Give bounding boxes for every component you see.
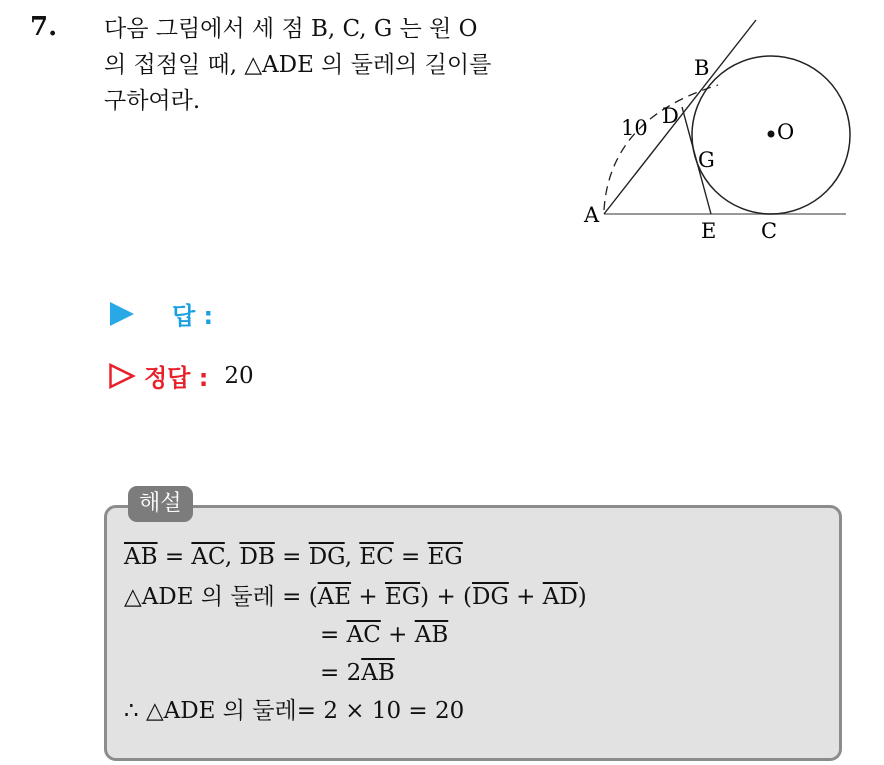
solution-line-3 bbox=[320, 620, 448, 650]
correct-answer-value: 20 bbox=[224, 362, 254, 389]
seg-ad: $\overline{AD}$ bbox=[542, 584, 578, 610]
paren-mid: ) + ( bbox=[420, 584, 472, 610]
plus-1: + bbox=[351, 584, 385, 610]
correct-answer-label: 정답 : bbox=[144, 364, 209, 392]
label-c: C bbox=[761, 219, 778, 243]
seg-ec: $\overline{EC}$ bbox=[359, 544, 394, 570]
label-o: O bbox=[777, 120, 795, 144]
answer-row bbox=[108, 296, 227, 331]
seg-dg: $\overline{DG}$ bbox=[308, 544, 345, 570]
label-a: A bbox=[584, 203, 600, 227]
solution-line-1: $\overline{AB} = \overline{AC}$, $\overline{DB} = \overline{DG}$, $\overline{EC} = \overline{EG}$ bbox=[124, 544, 463, 570]
question-number: 7. bbox=[30, 12, 58, 42]
seg-ab-3: $\overline{AB}$ bbox=[414, 622, 449, 648]
question-text-line-3: 구하여라. bbox=[104, 88, 201, 114]
correct-answer-row bbox=[108, 358, 254, 393]
question-text-line-1: 다음 그림에서 세 점 B, C, G 는 원 O bbox=[104, 16, 478, 42]
solution-title-tab: 해설 bbox=[128, 486, 193, 522]
geometry-figure bbox=[0, 0, 884, 260]
solution-line-5: ∴ △ADE 의 둘레= 2 × 10 = 20 bbox=[124, 698, 465, 724]
question-text-line-2: 의 접점일 때, △ADE 의 둘레의 길이를 bbox=[104, 52, 492, 78]
equals-4: = 2 bbox=[320, 660, 362, 686]
seg-ac-3: $\overline{AC}$ bbox=[346, 622, 381, 648]
play-arrow-icon bbox=[108, 301, 136, 327]
label-length-10: 10 bbox=[621, 116, 648, 140]
seg-ae: $\overline{AE}$ bbox=[317, 584, 352, 610]
solution-line-2 bbox=[124, 582, 587, 612]
perimeter-prefix: △ADE 의 둘레 = ( bbox=[124, 584, 318, 610]
label-d: D bbox=[662, 104, 679, 128]
answer-label: 답 : bbox=[172, 302, 214, 330]
paren-end: ) bbox=[577, 584, 587, 610]
label-g: G bbox=[698, 148, 715, 172]
seg-dg-2: $\overline{DG}$ bbox=[472, 584, 509, 610]
plus-3: + bbox=[380, 622, 415, 648]
label-b: B bbox=[694, 56, 710, 80]
plus-2: + bbox=[508, 584, 543, 610]
equals-3: = bbox=[320, 622, 347, 648]
label-e: E bbox=[701, 219, 717, 243]
seg-ab-4: $\overline{AB}$ bbox=[361, 660, 395, 686]
seg-ab: $\overline{AB}$ bbox=[124, 544, 158, 570]
seg-db: $\overline{DB}$ bbox=[239, 544, 275, 570]
outline-arrow-icon bbox=[108, 363, 136, 389]
seg-ac: $\overline{AC}$ bbox=[191, 544, 225, 570]
seg-eg: $\overline{EG}$ bbox=[427, 544, 463, 570]
seg-eg-2: $\overline{EG}$ bbox=[384, 584, 421, 610]
center-point-o bbox=[768, 131, 775, 138]
solution-line-4 bbox=[320, 658, 395, 688]
